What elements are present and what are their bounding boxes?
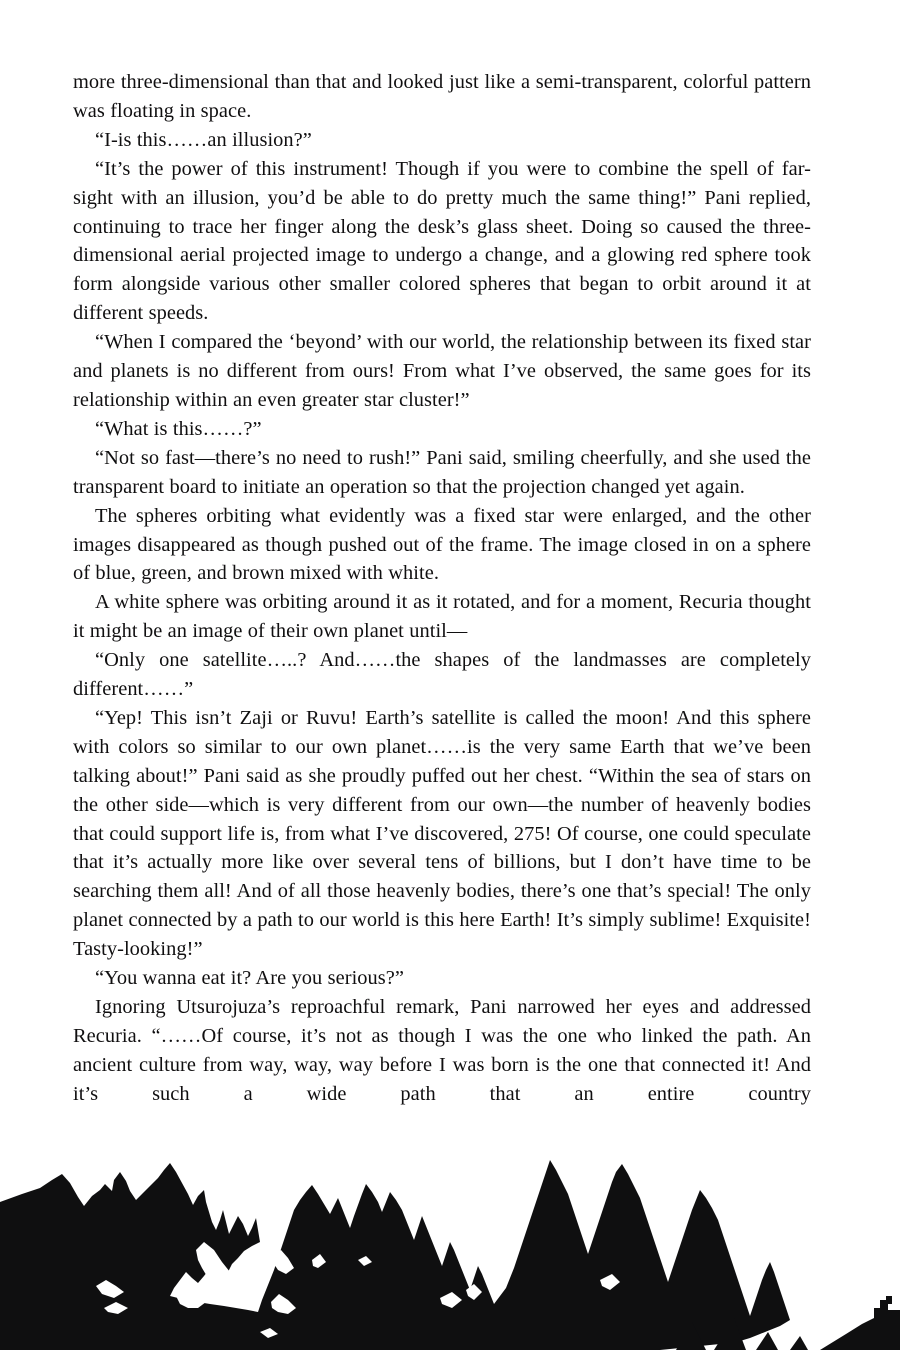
paragraph: “When I compared the ‘beyond’ with our world, the relationship between its fixed star and planets is no different from ours! From what I’ve observed, the same goes for its relationship within an even greater star cluster!”: [73, 331, 811, 411]
paragraph: “Yep! This isn’t Zaji or Ruvu! Earth’s satellite is called the moon! And this sphere with colors so similar to our own planet……is the very same Earth that we’ve been talking about!” Pani said as she proudly puffed out her chest. “Within the sea of stars on the other side—which is very different from our own—the number of heavenly bodies that could support life is, from what I’ve discovered, 275! Of course, one could speculate that it’s actually more like over several tens of billions, but I don’t have time to be searching them all! And of all those heavenly bodies, there’s one that’s special! The only planet connected by a path to our world is this here Earth! It’s simply sublime! Exquisite! Tasty-looking!”: [73, 706, 811, 961]
rock-silhouette-svg: [0, 1150, 900, 1350]
paragraph: more three-dimensional than that and looked just like a semi-transparent, colorful pattern was floating in space.: [73, 71, 811, 122]
rock-notch-j: [96, 1280, 124, 1298]
paragraph: “It’s the power of this instrument! Though if you were to combine the spell of far-sight with an illusion, you’d be able to do pretty much the same thing!” Pani replied, continuing to trace her finger along the desk’s glass sheet. Doing so caused the three-dimensional aerial projected image to undergo a change, and a glowing red sphere took form alongside various other smaller colored spheres that began to orbit around it at different speeds.: [73, 157, 811, 325]
rock-notch-b: [232, 1270, 266, 1298]
rock-speck-m: [358, 1256, 372, 1266]
rock-mass-main: [0, 1160, 790, 1350]
paragraph: “Only one satellite…..? And……the shapes of the landmasses are completely different……”: [73, 649, 811, 701]
paragraph: The spheres orbiting what evidently was a fixed star were enlarged, and the other images disappeared as though pushed out of the frame. The image closed in on a sphere of blue, green, and brown mixed with white.: [73, 504, 811, 585]
rock-notch-h: [466, 1284, 482, 1300]
rock-notch-e: [273, 1250, 294, 1274]
rock-notch-g: [440, 1292, 462, 1308]
paragraph: “Not so fast—there’s no need to rush!” Pani said, smiling cheerfully, and she used the transparent board to initiate an operation so that the projection changed yet again.: [73, 446, 811, 498]
paragraph: “What is this……?”: [95, 417, 262, 440]
rock-notch-a: [196, 1242, 254, 1298]
rock-notch-d: [271, 1294, 296, 1314]
paragraph: Ignoring Utsurojuza’s reproachful remark, Pani narrowed her eyes and addressed Recuria. “……Of course, it’s not as though I was the one who linked the path. An ancient culture from way, way, way before I was born is the one that connected it! And it’s such a wide path that an entire country: [73, 996, 811, 1105]
jagged-rock-silhouette-illustration: [0, 1150, 900, 1350]
rock-ledge-right: [820, 1300, 900, 1350]
paragraph: “You wanna eat it? Are you serious?”: [95, 967, 404, 990]
rock-spike-3: [756, 1332, 778, 1350]
rock-ledge-nub: [886, 1296, 892, 1304]
rock-notch-f: [312, 1254, 326, 1268]
rock-spike-4: [790, 1336, 808, 1350]
paragraph: “I-is this……an illusion?”: [95, 128, 312, 151]
paragraph: A white sphere was orbiting around it as it rotated, and for a moment, Recuria thought it might be an image of their own planet until—: [73, 591, 811, 643]
rock-speck-l: [260, 1328, 278, 1338]
rock-notch-c: [176, 1290, 206, 1308]
rock-notch-i: [600, 1274, 620, 1290]
body-text-block: [73, 68, 811, 1138]
rock-spike-2: [714, 1318, 746, 1350]
rock-notch-k: [104, 1302, 128, 1314]
rock-spike-1: [676, 1322, 706, 1350]
